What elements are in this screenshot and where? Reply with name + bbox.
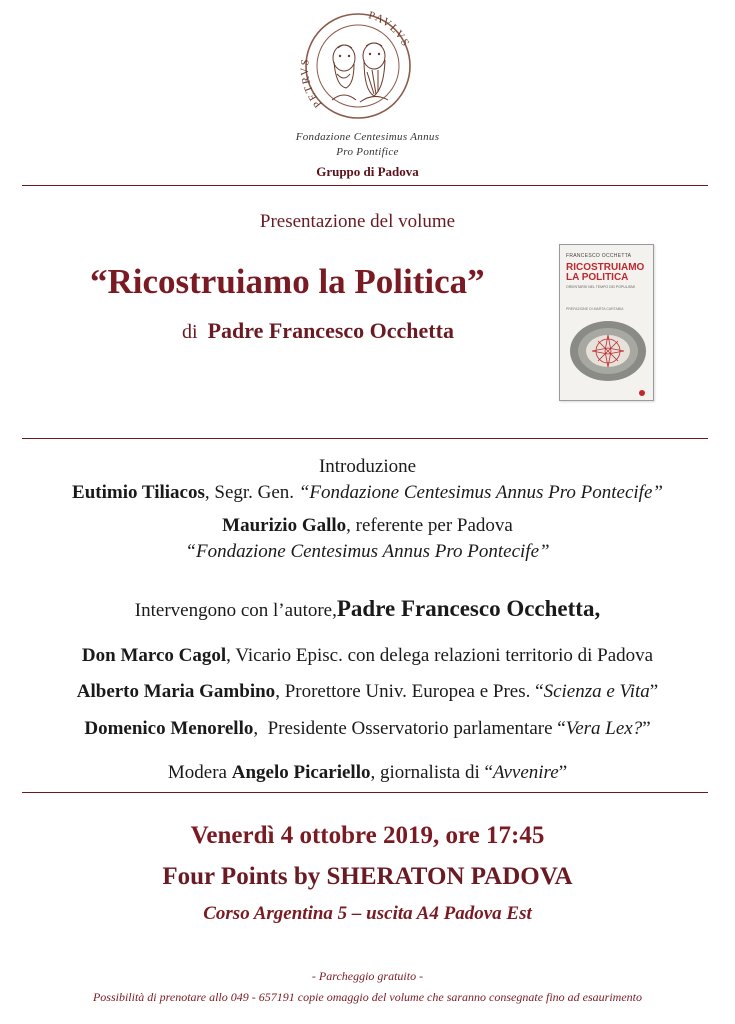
panel-lead-text: Intervengono con l’autore, [134, 600, 337, 621]
divider-middle [22, 438, 708, 439]
compass-rose-icon [560, 311, 653, 400]
booking-note: Possibilità di prenotare allo 049 - 657191 copie omaggio del volume che saranno consegnate fino ad esaurimento [92, 990, 643, 1004]
panelist-org: Vera Lex? [565, 718, 643, 739]
author-name: Padre Francesco Occhetta [207, 318, 454, 343]
moderator-role: , giornalista di “ [370, 762, 493, 783]
book-cover [559, 244, 654, 401]
saints-seal-icon [292, 8, 424, 120]
moderator-label: Modera [167, 762, 232, 783]
event-date: Venerdì 4 ottobre 2019, ore 17:45 [190, 822, 545, 849]
panel-lead [0, 596, 735, 622]
cover-title-line2: LA POLITICA [566, 272, 629, 283]
panelist-2 [0, 681, 735, 703]
cover-preface: PREFAZIONE DI MARTA CARTABIA [566, 307, 624, 311]
event-address: Corso Argentina 5 – uscita A4 Padova Est [203, 903, 532, 924]
author-line [182, 318, 454, 344]
intro-speaker-2-org [0, 541, 735, 563]
panelist-role: , Vicario Episc. con delega relazioni territorio di Padova [226, 645, 654, 666]
speaker-role: , referente per Padova [346, 515, 513, 536]
by-label: di [182, 321, 198, 343]
event-venue: Four Points by SHERATON PADOVA [162, 863, 573, 890]
intro-label: Introduzione [318, 456, 417, 477]
panelist-role: , Presidente Osservatorio parlamentare “ [253, 718, 566, 739]
panelist-org: Scienza e Vita [543, 681, 650, 702]
speaker-role: , Segr. Gen. [204, 482, 299, 503]
quote-close: ” [642, 718, 651, 739]
speaker-org: “Fondazione Centesimus Annus Pro Pontecife” [298, 482, 663, 503]
org-name-line2: Pro Pontifice [336, 146, 399, 158]
panel-author: Padre Francesco Occhetta [336, 596, 595, 621]
speaker-name: Maurizio Gallo [222, 515, 347, 536]
svg-text:PETRVS: PETRVS [298, 57, 325, 110]
group-name: Gruppo di Padova [316, 164, 419, 179]
cover-title-line1: RICOSTRUIAMO [566, 262, 645, 273]
panel-lead-comma: , [594, 596, 601, 621]
cover-author: FRANCESCO OCCHETTA [566, 253, 632, 259]
divider-bottom [22, 792, 708, 793]
org-name-line1: Fondazione Centesimus Annus [295, 131, 440, 143]
divider-top [22, 185, 708, 186]
panelist-name: Don Marco Cagol [81, 645, 227, 666]
moderator-name: Angelo Picariello [231, 762, 371, 783]
panelist-role: , Prorettore Univ. Europea e Pres. “ [275, 681, 544, 702]
speaker-org: “Fondazione Centesimus Annus Pro Pontecife” [185, 541, 550, 562]
foundation-logo [292, 8, 424, 120]
quote-close: ” [649, 681, 659, 702]
cover-title [566, 263, 650, 283]
cover-subtitle: ORIENTARSI NEL TEMPO DEI POPULISMI [566, 285, 635, 289]
panelist-3 [0, 718, 735, 740]
svg-text:PAVLVS: PAVLVS [367, 9, 412, 50]
parking-note: - Parcheggio gratuito - [311, 969, 424, 983]
panelist-1 [0, 645, 735, 667]
panelist-name: Domenico Menorello [84, 718, 254, 739]
book-title: “Ricostruiamo la Politica” [90, 262, 485, 301]
presentation-label: Presentazione del volume [259, 211, 456, 232]
intro-speaker-1 [0, 482, 735, 504]
speaker-name: Eutimio Tiliacos [72, 482, 205, 503]
moderator-org: Avvenire [492, 762, 559, 783]
moderator-line [0, 762, 735, 784]
intro-speaker-2 [0, 515, 735, 537]
quote-close: ” [558, 762, 568, 783]
panelist-name: Alberto Maria Gambino [76, 681, 276, 702]
